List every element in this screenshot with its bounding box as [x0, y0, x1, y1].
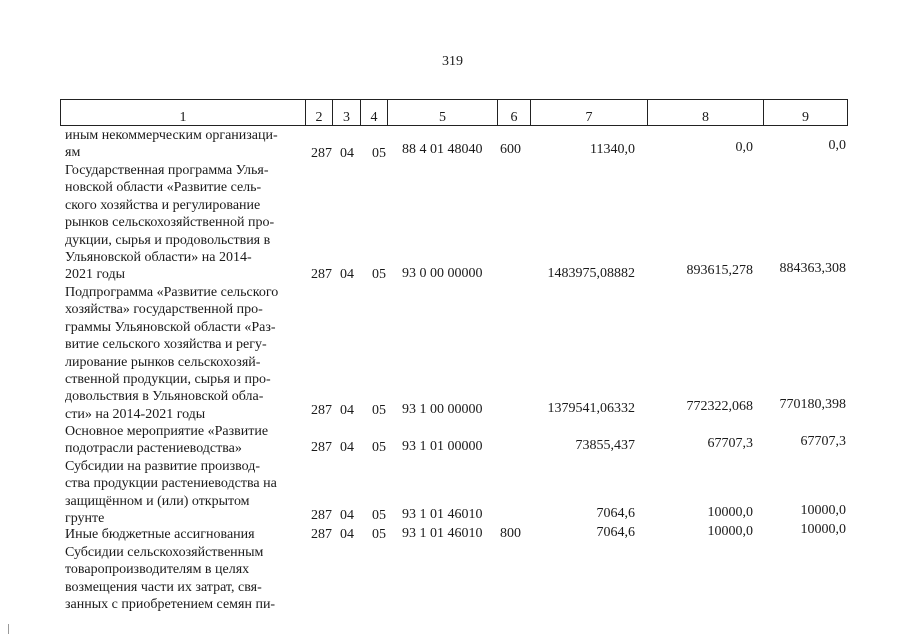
row-description: [65, 284, 298, 423]
row-code-section: 04: [340, 527, 354, 542]
row-description-line: занных с приобретением семян пи-: [65, 597, 276, 613]
row-description-line: лирование рынков сельскохозяй-: [65, 354, 261, 370]
row-description-line: витие сельского хозяйства и регу-: [65, 337, 267, 353]
row-value-7: 1483975,08882: [547, 266, 635, 281]
row-code-subsection: 05: [372, 403, 386, 418]
column-header-6: 6: [498, 100, 531, 126]
row-description-line: Подпрограмма «Развитие сельского: [65, 285, 279, 300]
row-code-subsection: 05: [372, 146, 386, 161]
column-header-9: 9: [764, 100, 848, 126]
row-value-8: 10000,0: [707, 524, 753, 539]
row-value-9: 10000,0: [800, 522, 846, 537]
row-description-line: возмещения части их затрат, свя-: [65, 579, 262, 595]
page-number: 319: [442, 54, 463, 69]
row-value-9: 770180,398: [779, 397, 846, 412]
row-code-section: 04: [340, 440, 354, 455]
row-description-line: граммы Ульяновской области «Раз-: [65, 319, 276, 335]
row-code-admin: 287: [311, 440, 332, 455]
row-description-line: дукции, сырья и продовольствия в: [65, 232, 271, 248]
row-value-7: 1379541,06332: [547, 401, 635, 416]
column-header-1: 1: [61, 100, 306, 126]
row-code-subsection: 05: [372, 440, 386, 455]
row-description-line: Ульяновской области» на 2014-: [65, 250, 252, 266]
column-header-table: [60, 99, 848, 126]
row-description: [65, 423, 298, 458]
row-description-line: защищённом и (или) открытом: [65, 493, 250, 509]
row-code-target: 93 1 01 46010: [402, 526, 483, 541]
row-description-line: ства продукции растениеводства на: [65, 476, 277, 492]
row-code-section: 04: [340, 146, 354, 161]
row-description: [65, 544, 298, 614]
row-description-line: 2021 годы: [65, 267, 126, 283]
row-code-admin: 287: [311, 146, 332, 161]
row-description-line: Основное мероприятие «Развитие: [65, 424, 269, 439]
row-description-line: Субсидии сельскохозяйственным: [65, 545, 264, 560]
row-description-line: Государственная программа Улья-: [65, 163, 269, 178]
scan-margin-mark: [8, 624, 9, 634]
row-value-8: 893615,278: [686, 263, 753, 278]
row-description: [65, 526, 298, 543]
row-description-line: ственной продукции, сырья и про-: [65, 372, 271, 388]
row-value-7: 7064,6: [596, 506, 635, 521]
row-value-8: 772322,068: [686, 399, 753, 414]
column-header-5: 5: [388, 100, 498, 126]
row-description-line: Иные бюджетные ассигнования: [65, 527, 255, 542]
row-value-9: 0,0: [828, 138, 846, 153]
row-value-9: 884363,308: [779, 261, 846, 276]
row-value-9: 10000,0: [800, 503, 846, 518]
row-code-target: 93 1 01 46010: [402, 507, 483, 522]
row-description-line: подотрасли растениеводства»: [65, 441, 242, 457]
row-code-section: 04: [340, 267, 354, 282]
row-code-subsection: 05: [372, 508, 386, 523]
row-code-target: 93 1 01 00000: [402, 439, 483, 454]
row-code-admin: 287: [311, 267, 332, 282]
column-header-3: 3: [333, 100, 361, 126]
row-value-7: 11340,0: [590, 142, 635, 157]
row-code-admin: 287: [311, 508, 332, 523]
row-value-8: 67707,3: [707, 436, 753, 451]
row-description-line: товаропроизводителям в целях: [65, 562, 250, 578]
row-value-9: 67707,3: [800, 434, 846, 449]
column-header-4: 4: [361, 100, 388, 126]
row-description-line: рынков сельскохозяйственной про-: [65, 215, 275, 231]
row-description-line: Субсидии на развитие производ-: [65, 459, 261, 474]
column-header-8: 8: [648, 100, 764, 126]
row-code-admin: 287: [311, 403, 332, 418]
row-code-subsection: 05: [372, 267, 386, 282]
column-header-2: 2: [306, 100, 333, 126]
row-description-line: ского хозяйства и регулирование: [65, 197, 261, 213]
row-value-8: 10000,0: [707, 505, 753, 520]
row-code-target: 88 4 01 48040: [402, 142, 483, 157]
row-value-7: 7064,6: [596, 525, 635, 540]
column-header-7: 7: [531, 100, 648, 126]
row-description-line: новской области «Развитие сель-: [65, 180, 262, 196]
row-code-kind: 600: [500, 142, 521, 157]
row-code-section: 04: [340, 403, 354, 418]
row-value-8: 0,0: [735, 140, 753, 155]
row-description-line: ям: [65, 145, 81, 161]
row-code-admin: 287: [311, 527, 332, 542]
row-description-line: сти» на 2014-2021 годы: [65, 406, 206, 422]
row-code-section: 04: [340, 508, 354, 523]
row-code-subsection: 05: [372, 527, 386, 542]
row-code-target: 93 1 00 00000: [402, 402, 483, 417]
row-description: [65, 162, 298, 284]
row-description: [65, 458, 298, 528]
row-description-line: хозяйства» государственной про-: [65, 302, 263, 318]
row-value-7: 73855,437: [575, 438, 635, 453]
row-description-line: иным некоммерческим организаци-: [65, 128, 278, 143]
row-code-target: 93 0 00 00000: [402, 266, 483, 281]
row-description-line: довольствия в Ульяновской обла-: [65, 389, 264, 405]
row-code-kind: 800: [500, 526, 521, 541]
row-description-line: грунте: [65, 511, 105, 527]
row-description: [65, 127, 298, 162]
